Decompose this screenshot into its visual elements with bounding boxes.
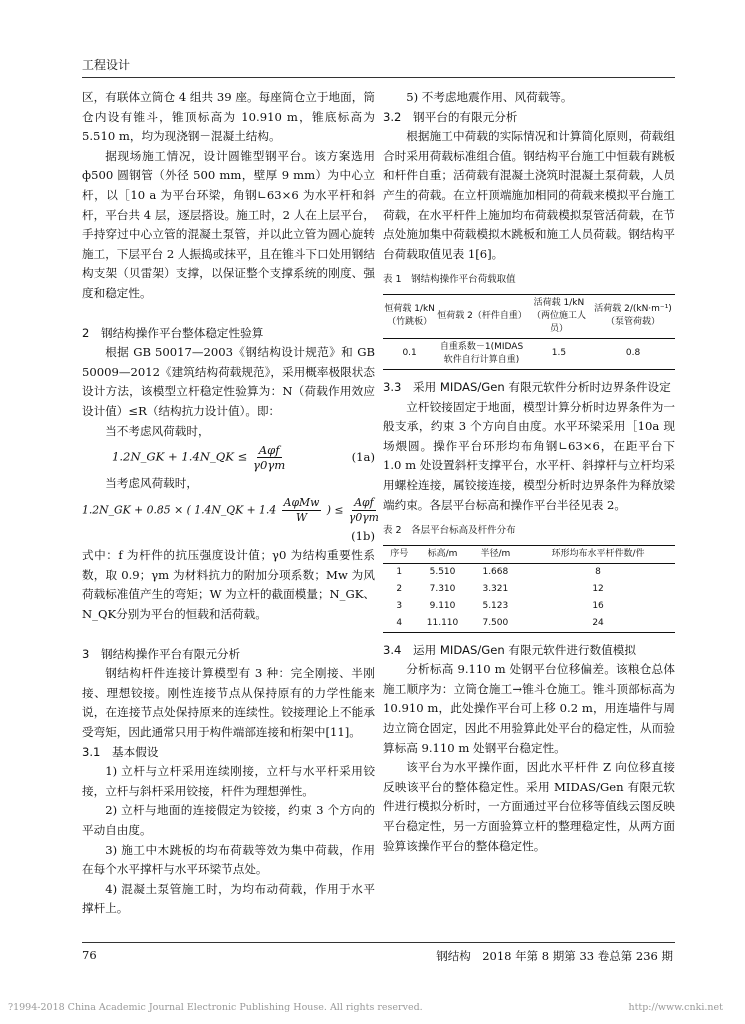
- equation-1b: [82, 495, 379, 525]
- paragraph: 式中：f 为杆件的抗压强度设计值；γ0 为结构重要性系数，取 0.9；γm 为材料抗力的附加分项系数；Mw 为风荷载标准值产生的弯矩；W 为立杆的截面模量；N_GK、N_QK分别为平台的恒载和活荷载。: [82, 548, 375, 622]
- load-table: [383, 294, 675, 370]
- table-header-cell: 恒荷载 1/kN（竹跳板）: [384, 304, 435, 328]
- eq-number: (1b): [351, 528, 375, 543]
- eq-number-row: [82, 527, 375, 547]
- paragraph: 该平台为水平操作面，因此水平杆件 Z 向位移直接反映该平台的整体稳定性。采用 MIDAS/Gen 有限元软件进行模拟分析时，一方面通过平台位移等值线云图反映平台稳定性，另一方面验算立杆的整理稳定性，从两方面验算该操作平台的整体稳定性。: [383, 760, 675, 853]
- table-cell: 16: [592, 600, 604, 611]
- eq-denominator: γ0γm: [253, 458, 286, 473]
- paragraph: 当考虑风荷载时，: [105, 476, 198, 491]
- paragraph: 区，有联体立筒仓 4 组共 39 座。每座筒仓立于地面，筒仓内设有锥斗，锥顶标高为 10.910 m，锥底标高为 5.510 m，均为现浇钢－混凝土结构。: [82, 90, 375, 144]
- table-cell: 7.500: [482, 617, 509, 628]
- table-cell: 4: [396, 617, 403, 628]
- header-rule: [82, 77, 675, 78]
- page-number: 76: [82, 948, 97, 962]
- table-cell: 0.8: [625, 348, 641, 359]
- table-caption: 表 2 各层平台标高及杆件分布: [383, 525, 516, 537]
- paragraph: 立杆铰接固定于地面，模型计算分析时边界条件为一般支承，约束 3 个方向自由度。水平环梁采用［10a 现场煨圆。操作平台环形均布角钢∟63×6，在距平台下 1.0 m 处设置斜杆支撑平台，水平杆、斜撑杆与立杆均采用螺栓连接，属铰接连接，模型分析时边界条件为释放梁端约束。各层平台标高和操作平台半径见表 2。: [383, 399, 675, 512]
- table-cell: 12: [592, 583, 604, 594]
- table-header-cell: 恒荷载 2（杆件自重）: [437, 310, 527, 321]
- source-url: http://www.cnki.net: [628, 1002, 723, 1013]
- subsection-heading: 3.3 采用 MIDAS/Gen 有限元软件分析时边界条件设定: [383, 379, 671, 394]
- table-header-cell: 活荷载 1/kN（两位施工人员）: [531, 297, 586, 334]
- eq-fraction: [253, 443, 285, 472]
- subsection-heading: 3.2 钢平台的有限元分析: [383, 109, 518, 124]
- table-header-cell: 标高/m: [427, 548, 458, 559]
- table-row: [383, 581, 675, 598]
- eq-numerator: Aφf: [354, 495, 374, 509]
- table-cell: 8: [595, 566, 601, 577]
- table-cell: 9.110: [429, 600, 456, 611]
- table-header-row: [383, 294, 675, 338]
- platform-table: [383, 545, 675, 633]
- table-cell: 3.321: [482, 583, 509, 594]
- table-cell: 1: [396, 566, 403, 577]
- section-heading: 2 钢结构操作平台整体稳定性验算: [82, 325, 264, 340]
- table-cell: 0.1: [402, 348, 417, 359]
- eq-mid: ) ≤: [326, 503, 344, 517]
- table-cell: 24: [592, 617, 604, 628]
- list-item: 2) 立杆与地面的连接假定为铰接，约束 3 个方向的平动自由度。: [82, 803, 375, 837]
- subsection-heading: 3.4 运用 MIDAS/Gen 有限元软件进行数值模拟: [383, 642, 636, 657]
- eq-fraction: [282, 496, 322, 525]
- equation-1a: [82, 443, 375, 472]
- paragraph: 根据施工中荷载的实际情况和计算简化原则，荷载组合时采用荷载标准组合值。钢结构平台施工中恒载有跳板和杆件自重；活荷载有混凝土浇筑时混凝土泵荷载，人员产生的荷载。在立杆顶端施加相同的荷载来模拟平台施工荷载，在水平杆件上施加均布荷载模拟泵管活荷载，在节点处施加集中荷载模拟木跳板和施工人员荷载。钢结构平台荷载取值见表 1[6]。: [383, 129, 675, 261]
- table-cell: 3: [396, 600, 403, 611]
- eq-fraction: [349, 496, 379, 525]
- table-row: [383, 563, 675, 581]
- eq-denominator: γ0γm: [348, 510, 379, 524]
- table-cell: 自重系数－1(MIDAS 软件自行计算自重): [439, 341, 524, 365]
- eq-denominator: W: [295, 510, 308, 524]
- eq-lhs: 1.2N_GK + 0.85 × ( 1.4N_QK + 1.4: [82, 503, 277, 517]
- right-column: [383, 88, 675, 856]
- table-cell: 5.123: [482, 600, 509, 611]
- table-row: [383, 338, 675, 369]
- list-item: 3) 施工中木跳板的均布荷载等效为集中荷载，作用在每个水平撑杆与水平环梁节点处。: [82, 842, 375, 877]
- table-cell: 1.5: [551, 348, 567, 359]
- copyright-notice: ?1994-2018 China Academic Journal Electronic Publishing House. All rights reserved.: [8, 1002, 423, 1013]
- paragraph: 分析标高 9.110 m 处钢平台位移偏差。该粮仓总体施工顺序为：立筒仓施工→锥斗仓施工。锥斗顶部标高为 10.910 m，此处操作平台可上移 0.2 m，用连墙件与周边立筒仓固定，因此不用验算此处平台的稳定性，从而验算标高 9.110 m 处钢平台稳定性。: [383, 662, 675, 755]
- table-cell: 1.668: [482, 566, 509, 577]
- footer-rule: [82, 942, 675, 943]
- section-heading: 3 钢结构操作平台有限元分析: [82, 646, 241, 661]
- list-item: 1) 立杆与立杆采用连续刚接，立杆与水平杆采用铰接，立杆与斜杆采用铰接，杆件为理想弹性。: [82, 764, 375, 798]
- table-row: [383, 615, 675, 633]
- eq-number: (1a): [351, 449, 375, 464]
- table-caption: 表 1 钢结构操作平台荷载取值: [383, 274, 516, 286]
- list-item: 5) 不考虑地震作用、风荷载等。: [406, 90, 573, 104]
- journal-info: 钢结构 2018 年第 8 期第 33 卷总第 236 期: [436, 949, 673, 963]
- eq-lhs: 1.2N_GK + 1.4N_QK ≤: [112, 449, 248, 464]
- left-column: [82, 88, 379, 919]
- paragraph: 当不考虑风荷载时，: [105, 423, 210, 438]
- table-cell: 7.310: [429, 583, 456, 594]
- list-item: 4) 混凝土泵管施工时，为均布动荷载，作用于水平撑杆上。: [82, 881, 375, 916]
- table-cell: 11.110: [426, 617, 459, 628]
- table-header-cell: 序号: [390, 548, 409, 559]
- table-row: [383, 598, 675, 615]
- table-header-row: [383, 545, 675, 563]
- eq-numerator: AφMw: [283, 495, 320, 509]
- eq-numerator: Aφf: [258, 443, 280, 458]
- table-cell: 5.510: [429, 566, 456, 577]
- table-header-cell: 半径/m: [480, 548, 511, 559]
- subsection-heading: 3.1 基本假设: [82, 744, 159, 759]
- table-header-cell: 活荷载 2/(kN·m⁻¹)（泵管荷载）: [594, 304, 672, 328]
- paragraph: 钢结构杆件连接计算模型有 3 种：完全刚接、半刚接、理想铰接。刚性连接节点从保持原有的力学性能来说，在连接节点处保持原来的连续性。铰接理论上不能承受弯矩，因此通常只用于构件端部连接和桁架中[11]。: [82, 666, 375, 740]
- running-header: 工程设计: [82, 58, 131, 72]
- paragraph: 根据 GB 50017—2003《钢结构设计规范》和 GB 50009—2012《建筑结构荷载规范》，采用概率极限状态设计方法，该模型立杆稳定性验算为：N（荷载作用效应设计值）≤R（结构抗力设计值）。即：: [82, 345, 375, 418]
- paragraph: 据现场施工情况，设计圆锥型钢平台。该方案选用 ф500 圆钢管（外径 500 mm，壁厚 9 mm）为中心立杆，以［10 a 为平台环梁，角钢∟63×6 为水平杆和斜杆，平台共 4 层，逐层搭设。施工时，2 人在上层平台，手持穿过中心立管的混凝土泵管，并以此立管为圆心旋转施工，下层平台 2 人振捣或抹平，且在锥斗下口处用钢结构支架（贝雷架）支撑，以保证整个支撑系统的刚度、强度和稳定性。: [82, 148, 375, 300]
- table-cell: 2: [396, 583, 403, 594]
- table-header-cell: 环形均布水平杆件数/件: [551, 548, 645, 559]
